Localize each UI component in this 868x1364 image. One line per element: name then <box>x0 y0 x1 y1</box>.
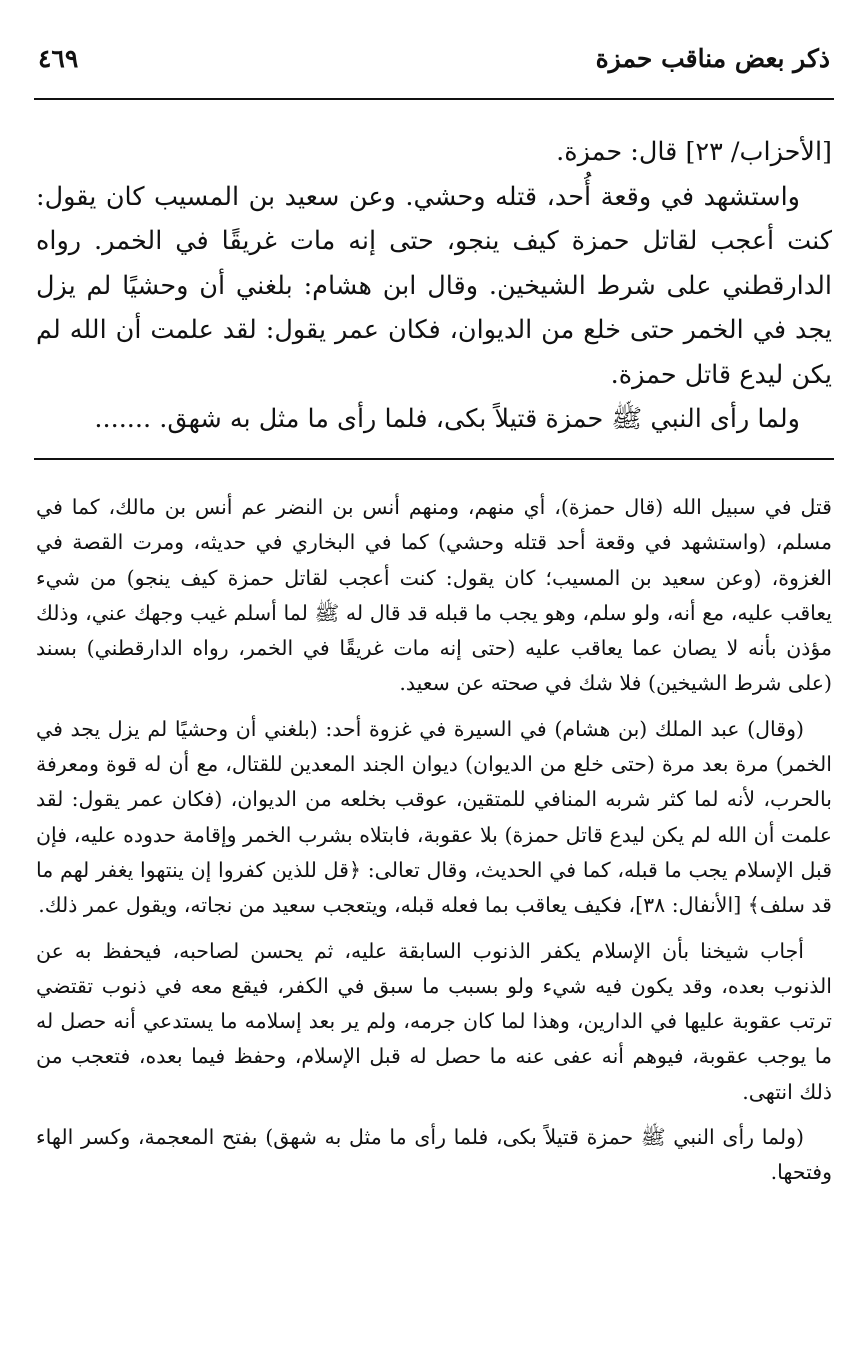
commentary-paragraph: أجاب شيخنا بأن الإسلام يكفر الذنوب السابقة عليه، ثم يحسن لصاحبه، فيحفظ به عن الذنوب بعده، وقد يكون فيه شيء ولو بسبب ما سبق في الكفر، فيقع معه في ذنوب تقتضي ترتب عقوبة عليها في الدارين، وهذا لما كان جرمه، ولم ير بعد إسلامه ما يستدعي أنه حصل له ما يوجب عقوبة، فيوهم أنه عفى عنه ما حصل له قبل الإسلام، وحفظ فيما بعده، فتعجب من ذلك انتهى. <box>36 938 832 1104</box>
page-number: ٤٦٩ <box>38 43 79 73</box>
chapter-title: ذكر بعض مناقب حمزة <box>595 43 830 73</box>
header-rule <box>34 98 834 100</box>
commentary-paragraph: قتل في سبيل الله (قال حمزة)، أي منهم، ومنهم أنس بن النضر عم أنس بن مالك، كما في مسلم، (واستشهد في وقعة أحد قتله وحشي) كما في البخاري في حديثه، ومرت القصة في الغزوة، (وعن سعيد بن المسيب؛ كان يقول: كنت أعجب لقاتل حمزة كيف ينجو) من شيء يعاقب عليه، مع أنه، ولو سلم، وهو يجب ما قبله قد قال له ﷺ لما أسلم غيب وجهك عني، وذلك مؤذن بأنه لا يصان عما يعاقب عليه (حتى إنه مات غريقًا في الخمر، رواه الدارقطني) بسند (على شرط الشيخين) فلا شك في صحته عن سعيد. <box>36 495 832 696</box>
main-text <box>36 130 832 442</box>
commentary-text <box>36 490 832 1201</box>
commentary-paragraph: (وقال) عبد الملك (بن هشام) في السيرة في غزوة أحد: (بلغني أن وحشيًا لم يزل يجد في الخمر) مرة بعد مرة (حتى خلع من الديوان) ديوان الجند المعدين للقتال، مع أن له قوة ومعرفة بالحرب، لأنه لما كثر شربه المنافي للمتقين، عوقب بخلعه من الديوان، (فكان عمر يقول: لقد علمت أن الله لم يكن ليدع قاتل حمزة) بلا عقوبة، فابتلاه بشرب الخمر وإقامة حدوده عليه، فإن قبل الإسلام يجب ما قبله، كما في الحديث، وقال تعالى: ﴿قل للذين كفروا إن ينتهوا يغفر لهم ما قد سلف﴾ [الأنفال: ٣٨]، فكيف يعاقب بما فعله قبله، ويتعجب سعيد من نجاته، ويقول عمر ذلك. <box>36 716 832 918</box>
running-header <box>38 38 830 78</box>
section-rule <box>34 458 834 460</box>
main-text-paragraph: [الأحزاب/ ٢٣] قال: حمزة. <box>556 137 832 167</box>
main-text-paragraph: ولما رأى النبي ﷺ حمزة قتيلاً بكى، فلما رأى ما مثل به شهق. ....... <box>94 404 800 434</box>
main-text-paragraph: واستشهد في وقعة أُحد، قتله وحشي. وعن سعيد بن المسيب كان يقول: كنت أعجب لقاتل حمزة كيف ينجو، حتى إنه مات غريقًا في الخمر. رواه الدارقطني على شرط الشيخين. وقال ابن هشام: بلغني أن وحشيًا لم يزل يجد في الخمر حتى خلع من الديوان، فكان عمر يقول: لقد علمت أن الله لم يكن ليدع قاتل حمزة. <box>36 181 832 390</box>
commentary-paragraph: (ولما رأى النبي ﷺ حمزة قتيلاً بكى، فلما رأى ما مثل به شهق) بفتح المعجمة، وكسر الهاء وفتحها. <box>36 1125 832 1185</box>
